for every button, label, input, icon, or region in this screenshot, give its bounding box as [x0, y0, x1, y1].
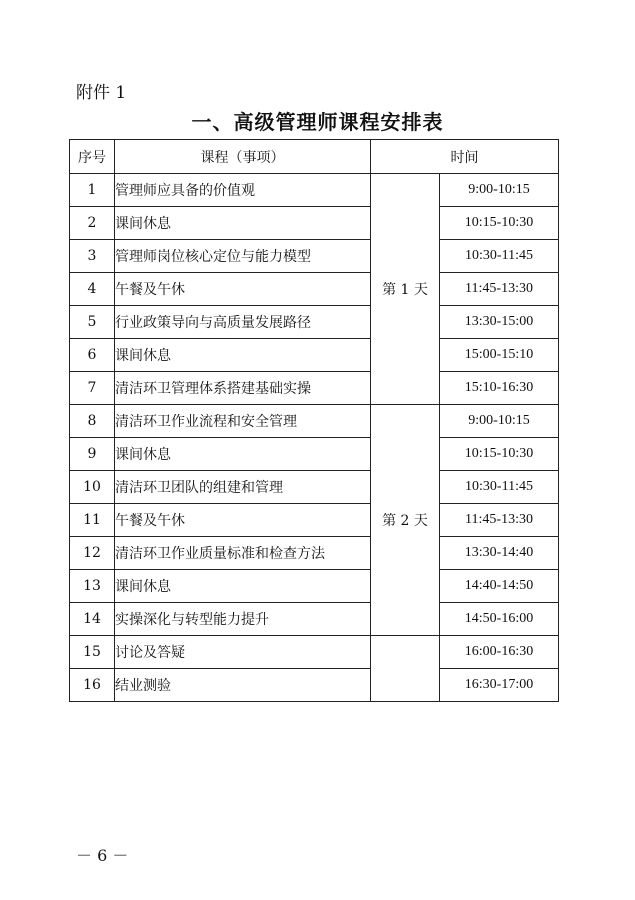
table-row [70, 240, 559, 273]
time-slot: 13:30-15:00 [440, 306, 559, 339]
time-slot: 11:45-13:30 [440, 273, 559, 306]
table-row [70, 438, 559, 471]
schedule-body [70, 174, 559, 702]
course-name: 管理师应具备的价值观 [115, 174, 371, 207]
course-name: 实操深化与转型能力提升 [115, 603, 371, 636]
day-2-label: 第 2 天 [371, 405, 440, 636]
row-number: 13 [70, 570, 115, 603]
course-name: 清洁环卫团队的组建和管理 [115, 471, 371, 504]
course-name: 行业政策导向与高质量发展路径 [115, 306, 371, 339]
time-slot: 10:15-10:30 [440, 438, 559, 471]
table-row [70, 339, 559, 372]
course-name: 清洁环卫作业流程和安全管理 [115, 405, 371, 438]
table-header-row [70, 140, 559, 174]
time-slot: 15:00-15:10 [440, 339, 559, 372]
course-name: 讨论及答疑 [115, 636, 371, 669]
row-number: 9 [70, 438, 115, 471]
course-name: 管理师岗位核心定位与能力模型 [115, 240, 371, 273]
course-name: 课间休息 [115, 339, 371, 372]
table-row [70, 273, 559, 306]
table-row [70, 372, 559, 405]
table-row [70, 504, 559, 537]
time-slot: 10:30-11:45 [440, 471, 559, 504]
course-name: 清洁环卫管理体系搭建基础实操 [115, 372, 371, 405]
time-slot: 14:50-16:00 [440, 603, 559, 636]
time-slot: 16:30-17:00 [440, 669, 559, 702]
attachment-label: 附件 1 [76, 83, 127, 103]
table-row [70, 603, 559, 636]
course-name: 清洁环卫作业质量标准和检查方法 [115, 537, 371, 570]
table-row [70, 636, 559, 669]
time-slot: 16:00-16:30 [440, 636, 559, 669]
time-slot: 11:45-13:30 [440, 504, 559, 537]
table-row [70, 174, 559, 207]
time-slot: 9:00-10:15 [440, 405, 559, 438]
row-number: 5 [70, 306, 115, 339]
table-row [70, 537, 559, 570]
course-name: 午餐及午休 [115, 273, 371, 306]
page-number: － 6 － [76, 846, 129, 865]
column-header-time: 时间 [371, 140, 559, 174]
row-number: 7 [70, 372, 115, 405]
course-name: 课间休息 [115, 207, 371, 240]
course-name: 结业测验 [115, 669, 371, 702]
time-slot: 9:00-10:15 [440, 174, 559, 207]
row-number: 8 [70, 405, 115, 438]
table-row [70, 405, 559, 438]
course-name: 午餐及午休 [115, 504, 371, 537]
row-number: 16 [70, 669, 115, 702]
time-slot: 14:40-14:50 [440, 570, 559, 603]
row-number: 3 [70, 240, 115, 273]
column-header-course: 课程（事项） [115, 140, 371, 174]
time-slot: 10:30-11:45 [440, 240, 559, 273]
time-slot: 10:15-10:30 [440, 207, 559, 240]
row-number: 15 [70, 636, 115, 669]
table-row [70, 570, 559, 603]
time-slot: 13:30-14:40 [440, 537, 559, 570]
column-header-number: 序号 [70, 140, 115, 174]
row-number: 1 [70, 174, 115, 207]
time-slot: 15:10-16:30 [440, 372, 559, 405]
course-name: 课间休息 [115, 438, 371, 471]
row-number: 12 [70, 537, 115, 570]
table-row [70, 306, 559, 339]
row-number: 4 [70, 273, 115, 306]
row-number: 14 [70, 603, 115, 636]
day-1-label: 第 1 天 [371, 174, 440, 405]
row-number: 2 [70, 207, 115, 240]
table-row [70, 207, 559, 240]
row-number: 10 [70, 471, 115, 504]
page-title: 一、高级管理师课程安排表 [191, 110, 444, 134]
course-name: 课间休息 [115, 570, 371, 603]
table-row [70, 669, 559, 702]
empty-day-cell [371, 636, 440, 702]
row-number: 6 [70, 339, 115, 372]
row-number: 11 [70, 504, 115, 537]
table-row [70, 471, 559, 504]
schedule-table [69, 139, 559, 702]
